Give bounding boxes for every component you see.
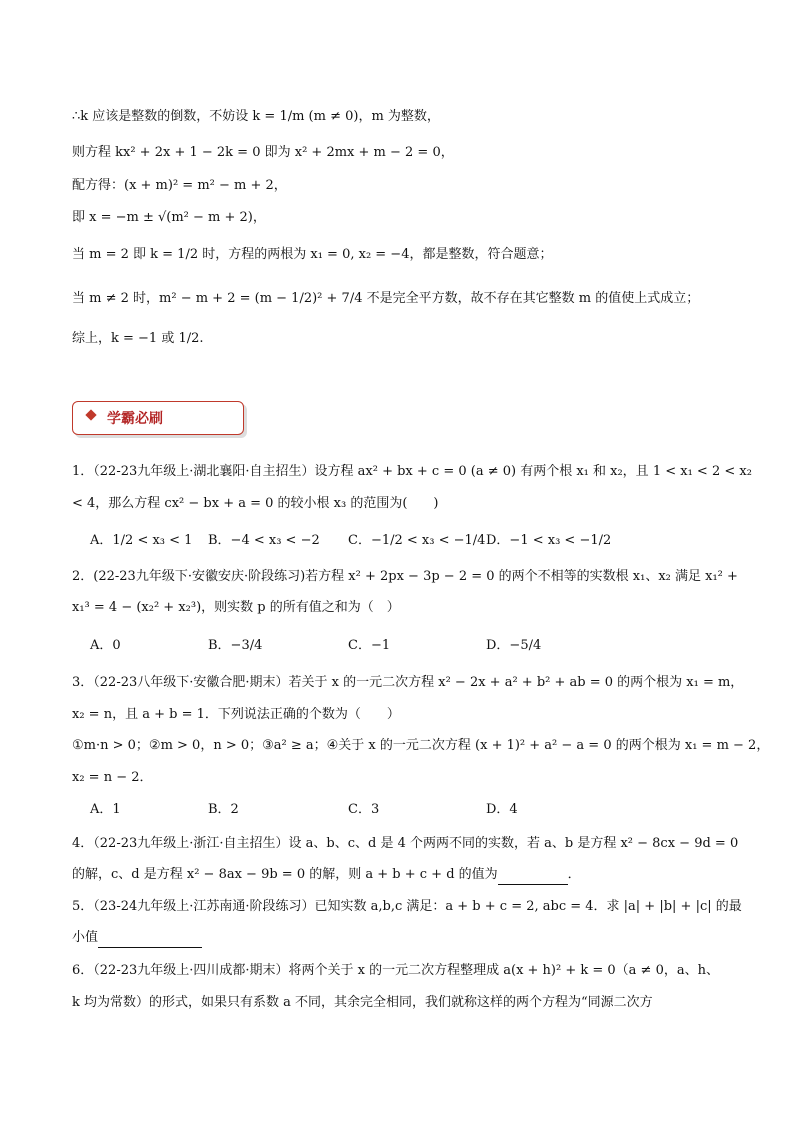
question-line: k 均为常数）的形式，如果只有系数 a 不同，其余完全相同，我们就称这样的两个方程为“同源二次方 [72, 995, 653, 1010]
option-c[interactable]: C．3 [348, 802, 380, 817]
option-b[interactable]: B．2 [208, 802, 239, 817]
section-title: 学霸必刷 [107, 411, 163, 427]
option-b[interactable]: B．−4 < x₃ < −2 [208, 533, 320, 548]
question-line: 1．（22-23九年级上·湖北襄阳·自主招生）设方程 ax² + bx + c = 0 (a ≠ 0) 有两个根 x₁ 和 x₂，且 1 < x₁ < 2 < x₂ [72, 464, 752, 479]
option-c[interactable]: C．−1/2 < x₃ < −1/4 [348, 533, 486, 548]
solution-line: 即 x = −m ± √(m² − m + 2)， [72, 210, 266, 225]
question-text: 小值 [72, 930, 99, 945]
option-d[interactable]: D．−5/4 [486, 638, 542, 653]
option-d[interactable]: D．−1 < x₃ < −1/2 [486, 533, 612, 548]
solution-line: 综上，k = −1 或 1/2. [72, 331, 204, 346]
solution-line: ∴k 应该是整数的倒数，不妨设 k = 1/m (m ≠ 0)，m 为整数， [72, 109, 440, 124]
question-line-with-blank [72, 865, 754, 885]
question-line: 4．（22-23九年级上·浙江·自主招生）设 a、b、c、d 是 4 个两两不同的实数，若 a、b 是方程 x² − 8cx − 9d = 0 [72, 836, 739, 851]
question-tail: ． [567, 867, 581, 882]
question-text: 的解，c、d 是方程 x² − 8ax − 9b = 0 的解，则 a + b + c + d 的值为 [72, 867, 498, 882]
option-d[interactable]: D．4 [486, 802, 518, 817]
option-b[interactable]: B．−3/4 [208, 638, 263, 653]
diamond-icon [85, 409, 96, 420]
option-a[interactable]: A．1/2 < x₃ < 1 [90, 533, 193, 548]
question-line: x₂ = n，且 a + b = 1．下列说法正确的个数为（ ） [72, 707, 400, 722]
solution-line: 当 m ≠ 2 时，m² − m + 2 = (m − 1/2)² + 7/4 不是完全平方数，故不存在其它整数 m 的值使上式成立； [72, 291, 700, 306]
option-a[interactable]: A．1 [90, 802, 121, 817]
option-c[interactable]: C．−1 [348, 638, 391, 653]
question-line: < 4，那么方程 cx² − bx + a = 0 的较小根 x₃ 的范围为( ) [72, 496, 439, 511]
question-line: 2．(22-23九年级下·安徽安庆·阶段练习)若方程 x² + 2px − 3p − 2 = 0 的两个不相等的实数根 x₁、x₂ 满足 x₁² + [72, 569, 738, 584]
section-banner [72, 401, 244, 435]
question-line: 5．（23-24九年级上·江苏南通·阶段练习）已知实数 a,b,c 满足：a + b + c = 2, abc = 4．求 |a| + |b| + |c| 的最 [72, 899, 742, 914]
question-line: 6．（22-23九年级上·四川成都·期末）将两个关于 x 的一元二次方程整理成 a(x + h)² + k = 0（a ≠ 0，a、h、 [72, 963, 719, 978]
question-line: ①m·n > 0；②m > 0，n > 0；③a² ≥ a；④关于 x 的一元二次方程 (x + 1)² + a² − a = 0 的两个根为 x₁ = m − 2， [72, 738, 770, 753]
question-line: x₁³ = 4 − (x₂² + x₂³)，则实数 p 的所有值之和为（ ） [72, 600, 400, 615]
solution-line: 则方程 kx² + 2x + 1 − 2k = 0 即为 x² + 2mx + m − 2 = 0， [72, 145, 454, 160]
answer-blank[interactable] [98, 933, 202, 948]
question-line: 3．（22-23八年级下·安徽合肥·期末）若关于 x 的一元二次方程 x² − 2x + a² + b² + ab = 0 的两个根为 x₁ = m， [72, 675, 744, 690]
solution-line: 当 m = 2 即 k = 1/2 时，方程的两根为 x₁ = 0, x₂ = −4，都是整数，符合题意； [72, 247, 553, 262]
solution-line: 配方得：(x + m)² = m² − m + 2， [72, 178, 287, 193]
answer-blank[interactable] [498, 870, 568, 885]
question-line-with-blank [72, 928, 754, 948]
question-line: x₂ = n − 2． [72, 770, 153, 785]
option-a[interactable]: A．0 [90, 638, 121, 653]
